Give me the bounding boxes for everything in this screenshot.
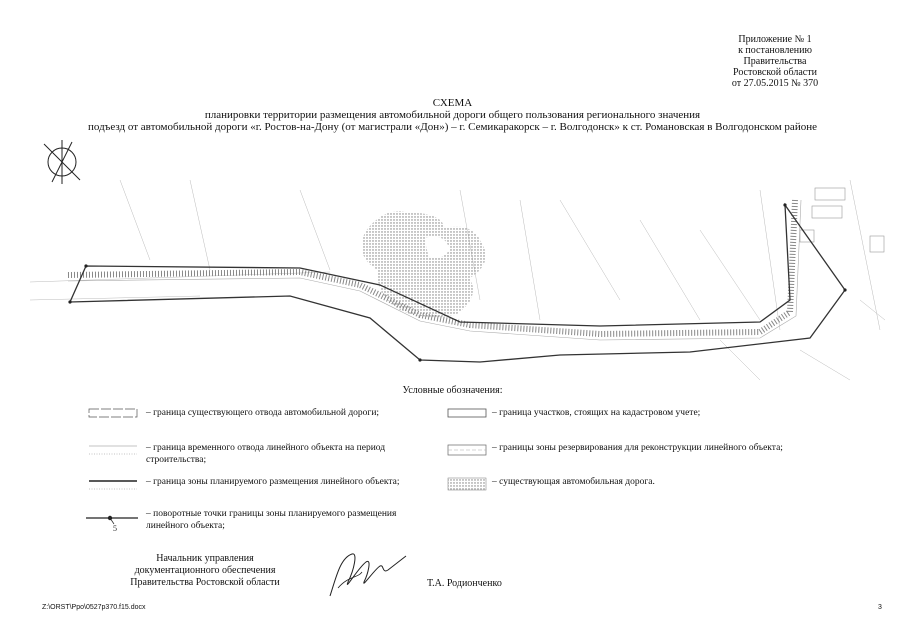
- signatory-line-3: Правительства Ростовской области: [130, 577, 280, 588]
- signatory-line-2: документационного обеспечения: [134, 565, 276, 576]
- signatory-line-1: Начальник управления: [156, 553, 254, 564]
- appendix-line-2: к постановлению: [738, 45, 812, 56]
- legend-item-reservation-zone: – границы зоны резервирования для реконструкции линейного объекта;: [492, 443, 783, 453]
- legend-item-turning-points: – поворотные точки границы зоны планируемого размещения линейного объекта;: [146, 509, 397, 531]
- legend-sample-existing-road: [447, 476, 487, 492]
- legend-sample-cadastral: [447, 406, 487, 420]
- legend-item-planned-zone: – граница зоны планируемого размещения линейного объекта;: [146, 477, 400, 487]
- legend-point-label: 5: [113, 524, 117, 532]
- legend-sample-existing-allotment: [88, 406, 138, 420]
- title-line-2: подъезд от автомобильной дороги «г. Ростов-на-Дону (от магистрали «Дон») – г. Семикаракорск – г. Волгодонск» к ст. Романовская в Волгодонском районе: [88, 121, 817, 133]
- handwritten-signature: [318, 548, 408, 600]
- legend-title: Условные обозначения:: [402, 385, 503, 396]
- appendix-line-4: Ростовской области: [733, 67, 817, 78]
- page-number: 3: [878, 604, 882, 611]
- signatory-name: Т.А. Родионченко: [427, 578, 502, 589]
- legend-item-existing-road: – существующая автомобильная дорога.: [492, 477, 655, 487]
- legend-sample-turning-point: [84, 510, 140, 532]
- title-line-1: планировки территории размещения автомобильной дороги общего пользования регионального значения: [204, 109, 701, 121]
- legend-item-temporary-allotment: – граница временного отвода линейного объекта на период строительства;: [146, 443, 386, 465]
- legend-sample-planned-zone: [88, 476, 138, 494]
- legend-sample-temporary-allotment: [88, 442, 138, 458]
- appendix-line-5: от 27.05.2015 № 370: [731, 78, 819, 89]
- legend-item-existing-allotment: – граница существующего отвода автомобильной дороги;: [146, 408, 380, 418]
- appendix-line-3: Правительства: [743, 56, 807, 67]
- footer-file-path: Z:\ORST\Ppo\0527p370.f15.docx: [42, 604, 146, 611]
- title-heading: СХЕМА: [432, 97, 473, 109]
- signatory-position: [130, 553, 280, 589]
- legend-sample-reservation-zone: [447, 442, 487, 458]
- legend-item-cadastral: – граница участков, стоящих на кадастровом учете;: [492, 408, 701, 418]
- appendix-line-1: Приложение № 1: [738, 34, 812, 45]
